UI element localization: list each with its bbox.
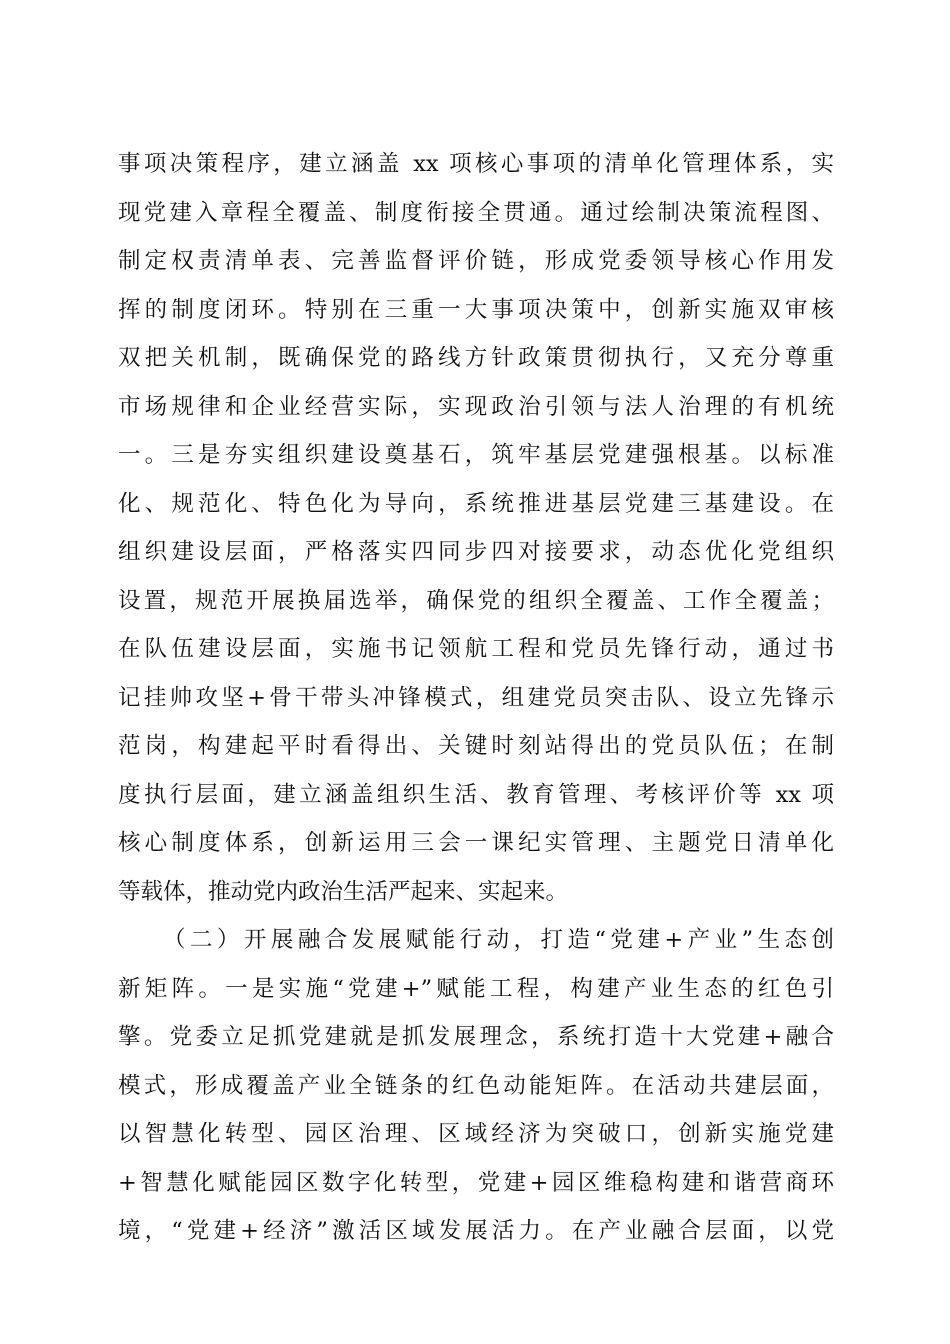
text-line: 记挂帅攻坚+骨干带头冲锋模式，组建党员突击队、设立先锋示 xyxy=(118,684,834,711)
text-line: 境，“党建+经济”激活区域发展活力。在产业融合层面，以党 xyxy=(118,1218,834,1244)
text-line: 市场规律和企业经营实际，实现政治引领与法人治理的有机统 xyxy=(118,393,834,420)
text-line: 设置，规范开展换届选举，确保党的组织全覆盖、工作全覆盖； xyxy=(118,587,834,614)
text-line: 度执行层面，建立涵盖组织生活、教育管理、考核评价等 xx 项 xyxy=(118,781,834,808)
text-line: 模式，形成覆盖产业全链条的红色动能矩阵。在活动共建层面， xyxy=(118,1072,834,1099)
text-line: 一。三是夯实组织建设奠基石，筑牢基层党建强根基。以标准 xyxy=(118,442,834,468)
text-line: 组织建设层面，严格落实四同步四对接要求，动态优化党组织 xyxy=(118,539,834,565)
text-line: 核心制度体系，创新运用三会一课纪实管理、主题党日清单化 xyxy=(118,830,834,856)
section-heading-line: （二）开展融合发展赋能行动，打造“党建+产业”生态创 xyxy=(163,927,834,953)
paragraph-last-line: 等载体，推动党内政治生活严起来、实起来。 xyxy=(118,878,569,905)
text-line: 在队伍建设层面，实施书记领航工程和党员先锋行动，通过书 xyxy=(118,636,834,662)
text-line: 事项决策程序，建立涵盖 xx 项核心事项的清单化管理体系，实 xyxy=(118,151,834,177)
body-text xyxy=(118,140,834,1256)
text-line: 挥的制度闭环。特别在三重一大事项决策中，创新实施双审核 xyxy=(118,296,834,323)
text-line: 新矩阵。一是实施“党建+”赋能工程，构建产业生态的红色引 xyxy=(118,975,834,1002)
text-line: 擎。党委立足抓党建就是抓发展理念，系统打造十大党建+融合 xyxy=(118,1024,834,1050)
text-line: 现党建入章程全覆盖、制度衔接全贯通。通过绘制决策流程图、 xyxy=(118,199,834,226)
text-line: 范岗，构建起平时看得出、关键时刻站得出的党员队伍；在制 xyxy=(118,733,834,759)
text-line: 双把关机制，既确保党的路线方针政策贯彻执行，又充分尊重 xyxy=(118,345,834,371)
text-line: 化、规范化、特色化为导向，系统推进基层党建三基建设。在 xyxy=(118,490,834,517)
text-line: 以智慧化转型、园区治理、区域经济为突破口，创新实施党建 xyxy=(118,1121,834,1147)
text-line: +智慧化赋能园区数字化转型，党建+园区维稳构建和谐营商环 xyxy=(118,1169,834,1196)
text-line: 制定权责清单表、完善监督评价链，形成党委领导核心作用发 xyxy=(118,248,834,274)
